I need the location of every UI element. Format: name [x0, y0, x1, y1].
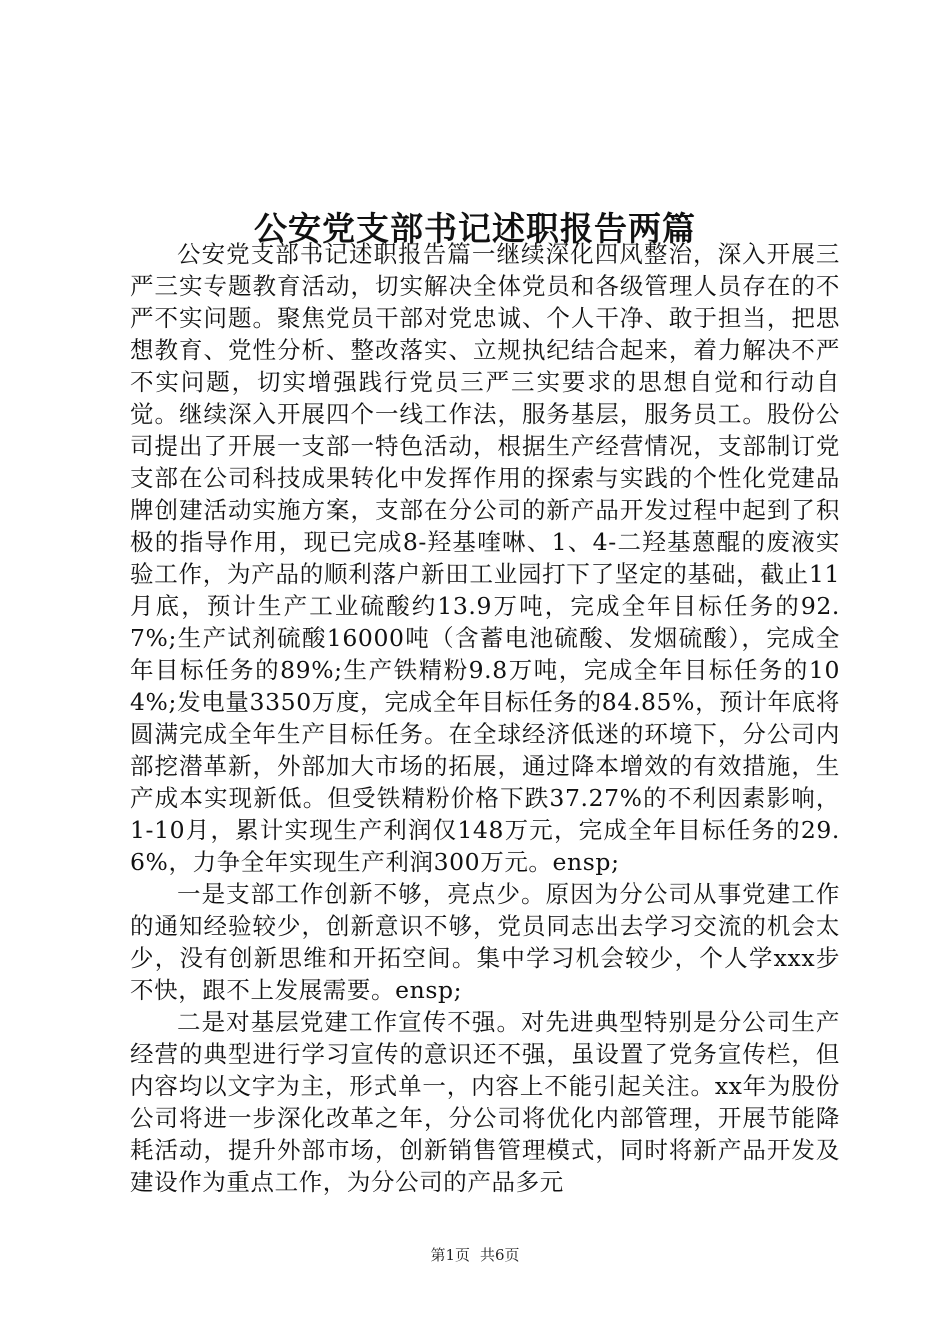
document-title: 公安党支部书记述职报告两篇 — [254, 209, 696, 249]
page-total: 共6页 — [480, 1246, 520, 1264]
paragraph-1: 公安党支部书记述职报告篇一继续深化四风整治，深入开展三严三实专题教育活动，切实解决全体党员和各级管理人员存在的不严不实问题。聚焦党员干部对党忠诚、个人干净、敢于担当，把思想教育、党性分析、整改落实、立规执纪结合起来，着力解决不严不实问题，切实增强践行党员三严三实要求的思想自觉和行动自觉。继续深入开展四个一线工作法，服务基层，服务员工。股份公司提出了开展一支部一特色活动，根据生产经营情况，支部制订党支部在公司科技成果转化中发挥作用的探索与实践的个性化党建品牌创建活动实施方案，支部在分公司的新产品开发过程中起到了积极的指导作用，现已完成8-羟基喹啉、1、4-二羟基蒽醌的废液实验工作，为产品的顺利落户新田工业园打下了坚定的基础，截止11月底，预计生产工业硫酸约13.9万吨，完成全年目标任务的92.7%;生产试剂硫酸16000吨（含蓄电池硫酸、发烟硫酸），完成全年目标任务的89%;生产铁精粉9.8万吨，完成全年目标任务的104%;发电量3350万度，完成全年目标任务的84.85%，预计年底将圆满完成全年生产目标任务。在全球经济低迷的环境下，分公司内部挖潜革新，外部加大市场的拓展，通过降本增效的有效措施，生产成本实现新低。但受铁精粉价格下跌37.27%的不利因素影响，1-10月，累计实现生产利润仅148万元，完成全年目标任务的29.6%，力争全年实现生产利润300万元。ensp; — [130, 240, 840, 876]
page-footer — [0, 1244, 950, 1266]
page-number: 第1页 — [430, 1246, 470, 1264]
document-body — [130, 238, 840, 1198]
paragraph-2: 一是支部工作创新不够，亮点少。原因为分公司从事党建工作的通知经验较少，创新意识不够，党员同志出去学习交流的机会太少，没有创新思维和开拓空间。集中学习机会较少，个人学xxx步不快，跟不上发展需要。ensp; — [130, 880, 840, 1004]
paragraph-3: 二是对基层党建工作宣传不强。对先进典型特别是分公司生产经营的典型进行学习宣传的意识还不强，虽设置了党务宣传栏，但内容均以文字为主，形式单一，内容上不能引起关注。xx年为股份公司将进一步深化改革之年，分公司将优化内部管理，开展节能降耗活动，提升外部市场，创新销售管理模式，同时将新产品开发及建设作为重点工作，为分公司的产品多元 — [130, 1008, 840, 1196]
